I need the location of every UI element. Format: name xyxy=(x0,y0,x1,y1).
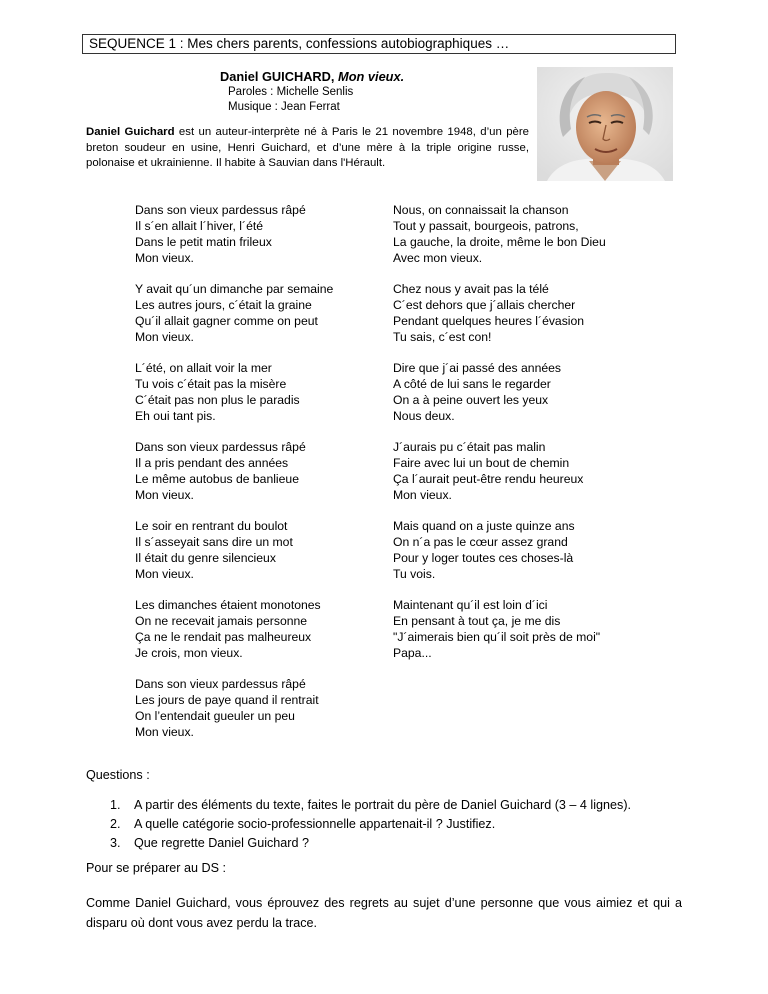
lyric-line: Nous deux. xyxy=(393,408,455,423)
lyric-line: Tu vois c´était pas la misère xyxy=(135,376,287,391)
song-author: Daniel GUICHARD, xyxy=(220,69,335,84)
lyric-line: Eh oui tant pis. xyxy=(135,408,216,423)
lyric-line: Dans le petit matin frileux xyxy=(135,234,272,249)
lyric-line: L´été, on allait voir la mer xyxy=(135,361,272,375)
stanza-left-5 xyxy=(135,519,293,583)
lyric-line: Dans son vieux pardessus râpé xyxy=(135,440,306,454)
lyric-line: Les dimanches étaient monotones xyxy=(135,598,321,612)
stanza-left-2 xyxy=(135,282,333,346)
lyric-line: Avec mon vieux. xyxy=(393,250,483,265)
lyric-line: A côté de lui sans le regarder xyxy=(393,376,551,391)
sequence-title: SEQUENCE 1 : Mes chers parents, confessions autobiographiques … xyxy=(89,36,510,51)
stanza-right-4 xyxy=(393,440,583,504)
artist-portrait-photo xyxy=(537,67,673,181)
lyric-line: Tu sais, c´est con! xyxy=(393,329,492,344)
lyric-line: On a à peine ouvert les yeux xyxy=(393,392,549,407)
lyric-line: Qu´il allait gagner comme on peut xyxy=(135,313,318,328)
lyric-line: Maintenant qu´il est loin d´ici xyxy=(393,598,548,612)
stanza-left-6 xyxy=(135,598,321,662)
lyric-line: Tout y passait, bourgeois, patrons, xyxy=(393,218,579,233)
stanza-right-2 xyxy=(393,282,584,346)
lyric-line: Le soir en rentrant du boulot xyxy=(135,519,288,533)
lyric-line: Il était du genre silencieux xyxy=(135,550,276,565)
stanza-left-1 xyxy=(135,203,306,267)
lyric-line: Mon vieux. xyxy=(135,329,194,344)
lyric-line: Pour y loger toutes ces choses-là xyxy=(393,550,574,565)
lyric-line: Mon vieux. xyxy=(135,250,194,265)
question-text: A partir des éléments du texte, faites le portrait du père de Daniel Guichard (3 – 4 lignes). xyxy=(134,798,632,812)
stanza-left-3 xyxy=(135,361,300,425)
lyric-line: Le même autobus de banlieue xyxy=(135,471,299,486)
portrait-image xyxy=(537,67,673,181)
question-item xyxy=(110,796,631,815)
lyric-line: En pensant à tout ça, je me dis xyxy=(393,613,561,628)
stanza-left-4 xyxy=(135,440,306,504)
lyric-line: Chez nous y avait pas la télé xyxy=(393,282,549,296)
question-item xyxy=(110,834,631,853)
question-text: A quelle catégorie socio-professionnelle appartenait-il ? Justifiez. xyxy=(134,817,496,831)
lyric-line: Y avait qu´un dimanche par semaine xyxy=(135,282,334,296)
question-number: 2. xyxy=(110,817,121,831)
lyric-line: C´est dehors que j´allais chercher xyxy=(393,297,576,312)
lyric-line: Il s´en allait l´hiver, l´été xyxy=(135,218,264,233)
questions-list xyxy=(110,796,631,853)
song-title-block xyxy=(220,68,404,115)
lyric-line: Mais quand on a juste quinze ans xyxy=(393,519,575,533)
lyric-line: Pendant quelques heures l´évasion xyxy=(393,313,585,328)
song-heading xyxy=(220,68,404,85)
question-number: 3. xyxy=(110,836,121,850)
lyric-line: Mon vieux. xyxy=(135,487,194,502)
stanza-left-7 xyxy=(135,677,319,741)
lyric-line: Ça ne le rendait pas malheureux xyxy=(135,629,312,644)
stanza-right-3 xyxy=(393,361,561,425)
lyric-line: Dans son vieux pardessus râpé xyxy=(135,677,306,691)
stanza-right-6 xyxy=(393,598,600,662)
lyric-line: On ne recevait jamais personne xyxy=(135,613,308,628)
lyric-line: On n´a pas le cœur assez grand xyxy=(393,534,568,549)
lyric-line: "J´aimerais bien qu´il soit près de moi" xyxy=(393,629,601,644)
stanza-right-5 xyxy=(393,519,575,583)
lyric-line: Il a pris pendant des années xyxy=(135,455,289,470)
music-credit: Musique : Jean Ferrat xyxy=(228,101,340,113)
bio-text: est un auteur-interprète né à Paris le 21 novembre 1948, d’un père breton soudeur en usine, Henri Guichard, et d’une mère à la triple origine russe, polonaise et ukrainienne. Il habite à Sauvian dans l'Hérault. xyxy=(86,126,529,170)
lyric-line: Je crois, mon vieux. xyxy=(135,645,243,660)
lyric-line: Ça l´aurait peut-être rendu heureux xyxy=(393,471,584,486)
lyric-line: Dire que j´ai passé des années xyxy=(393,361,562,375)
lyric-line: C´était pas non plus le paradis xyxy=(135,392,300,407)
lyric-line: Les autres jours, c´était la graine xyxy=(135,297,312,312)
lyric-line: Les jours de paye quand il rentrait xyxy=(135,692,319,707)
prep-prompt: Comme Daniel Guichard, vous éprouvez des regrets au sujet d’une personne que vous aimiez et qui a disparu où dont vous avez perdu la trace. xyxy=(86,896,682,930)
lyric-line: Mon vieux. xyxy=(135,566,194,581)
lyric-line: On l’entendait gueuler un peu xyxy=(135,708,295,723)
lyric-line: Faire avec lui un bout de chemin xyxy=(393,455,570,470)
question-number: 1. xyxy=(110,798,121,812)
artist-biography xyxy=(86,125,529,172)
lyric-line: Papa... xyxy=(393,645,432,660)
question-item xyxy=(110,815,631,834)
lyric-line: Tu vois. xyxy=(393,566,436,581)
lyric-line: Mon vieux. xyxy=(393,487,452,502)
lyric-line: La gauche, la droite, même le bon Dieu xyxy=(393,234,606,249)
song-title: Mon vieux. xyxy=(338,69,405,84)
lyrics-credit: Paroles : Michelle Senlis xyxy=(228,86,354,98)
questions-heading: Questions : xyxy=(86,768,150,782)
question-text: Que regrette Daniel Guichard ? xyxy=(134,836,310,850)
lyric-line: J´aurais pu c´était pas malin xyxy=(393,440,546,454)
lyric-line: Il s´asseyait sans dire un mot xyxy=(135,534,293,549)
sequence-header xyxy=(82,34,676,54)
lyric-line: Nous, on connaissait la chanson xyxy=(393,203,569,217)
lyric-line: Mon vieux. xyxy=(135,724,194,739)
lyric-line: Dans son vieux pardessus râpé xyxy=(135,203,306,217)
prep-heading: Pour se préparer au DS : xyxy=(86,861,227,875)
bio-name: Daniel Guichard xyxy=(86,126,175,138)
stanza-right-1 xyxy=(393,203,606,267)
